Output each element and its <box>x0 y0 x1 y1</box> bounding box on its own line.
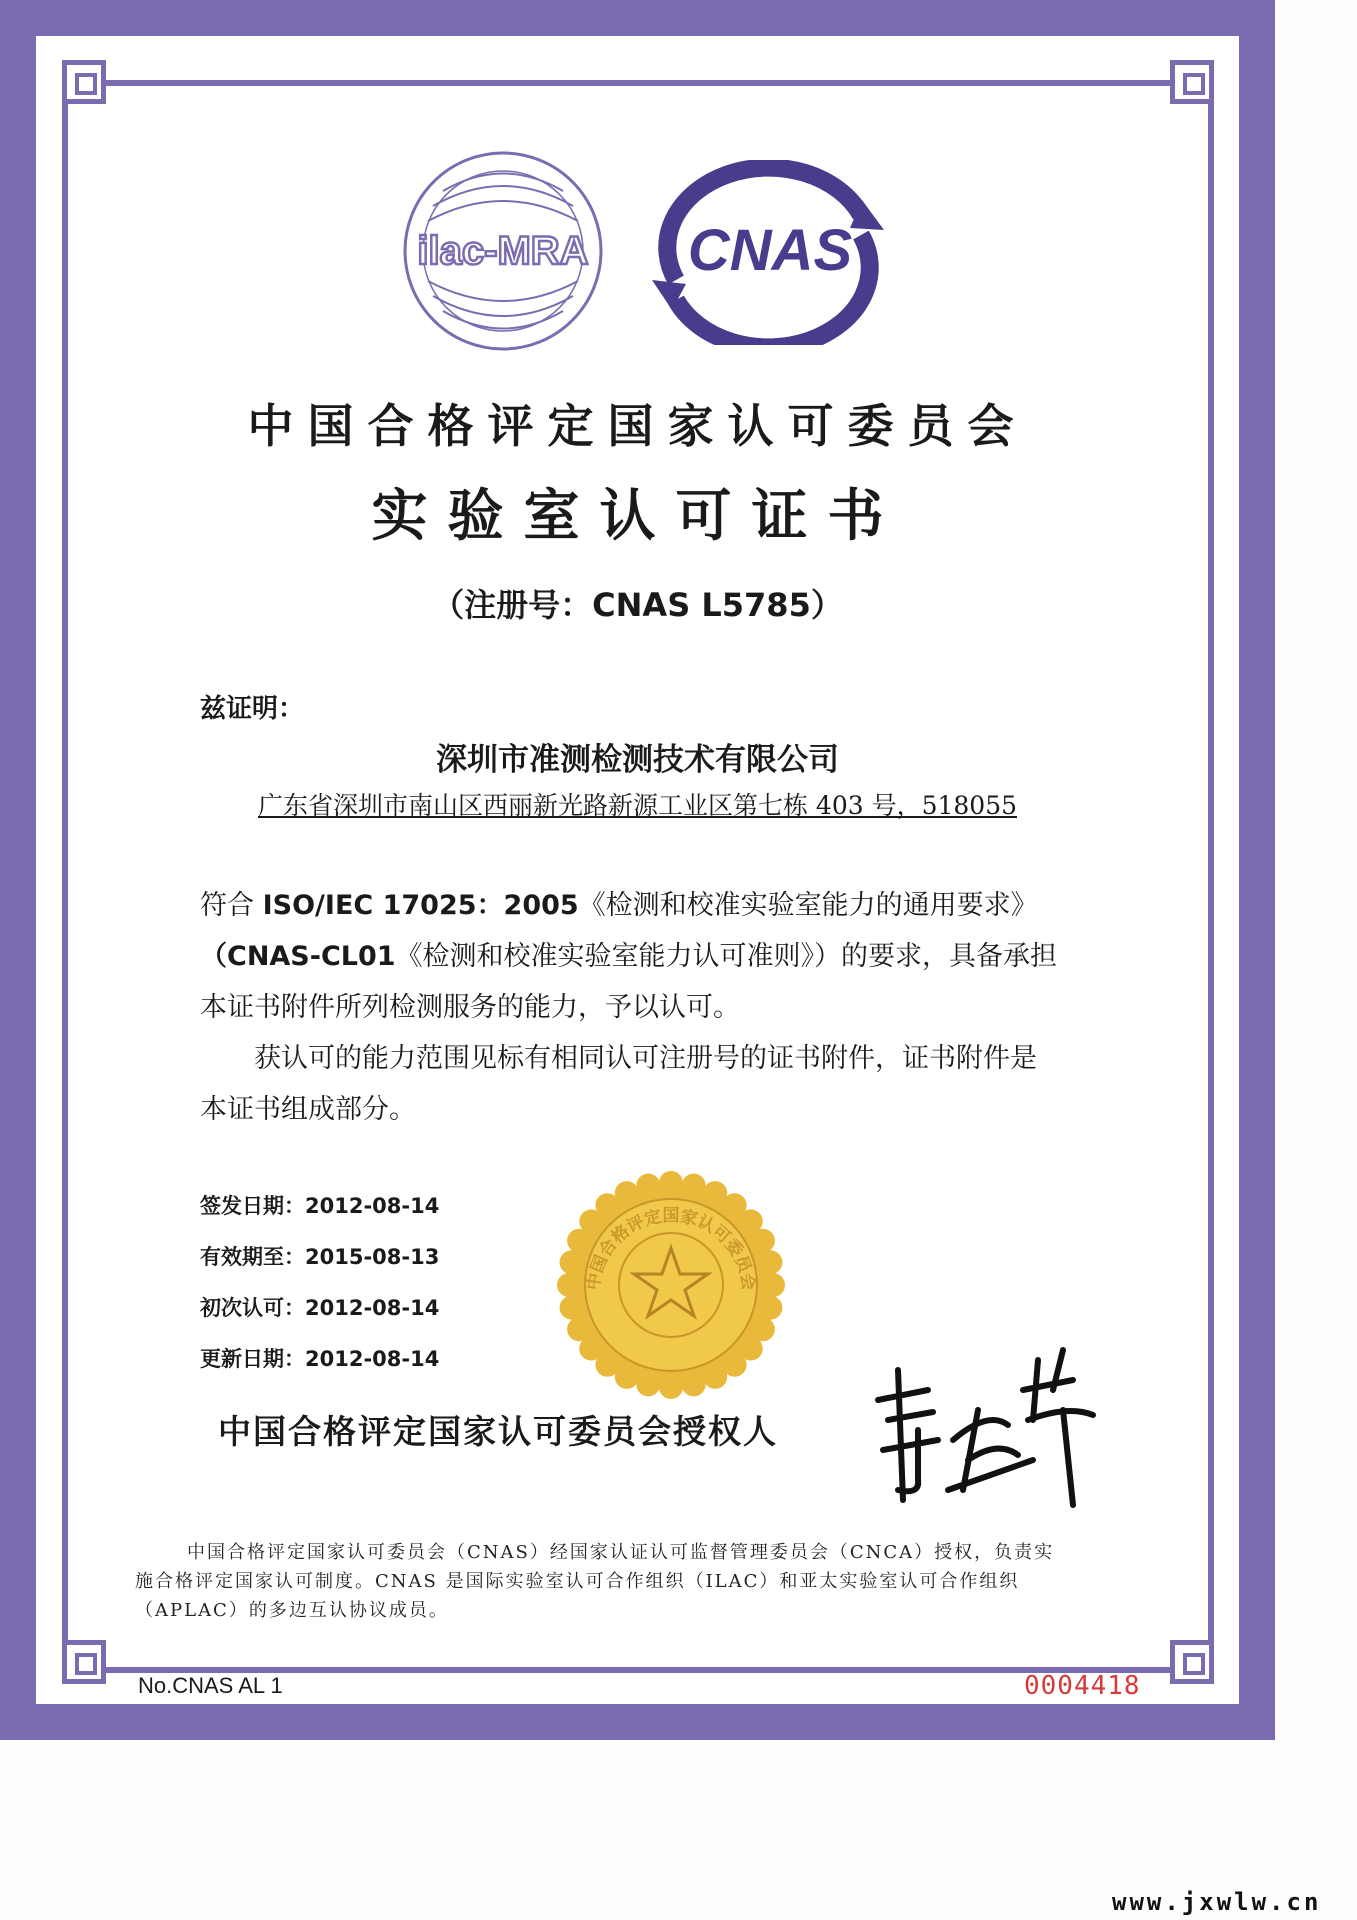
issue-date-row <box>200 1190 439 1241</box>
accreditation-footnote <box>135 1538 1145 1625</box>
date-label: 有效期至： <box>200 1244 305 1269</box>
seal-scallop <box>682 1174 706 1198</box>
website-watermark: www.jxwlw.cn <box>1112 1888 1322 1916</box>
date-label: 签发日期： <box>200 1193 305 1218</box>
footnote-line-1: 中国合格评定国家认可委员会（CNAS）经国家认证认可监督管理委员会（CNCA）授权，负责实 <box>187 1542 1055 1563</box>
seal-scallop <box>703 1365 727 1389</box>
seal-text: 中国合格评定国家认可委员会 <box>583 1206 759 1292</box>
cnas-logo-text: CNAS <box>687 218 853 283</box>
scope-line-2: 本证书组成部分。 <box>200 1094 416 1125</box>
corner-ornament-top-right <box>1170 60 1214 104</box>
criteria-title: 《检测和校准实验室能力认可准则》）的要求，具备承担 <box>395 941 1058 972</box>
seal-scallop <box>560 1250 584 1274</box>
seal-scallop <box>682 1372 706 1396</box>
cnas-logo-icon <box>636 160 896 345</box>
certificate-title: 实验室认可证书 <box>371 484 904 549</box>
seal-scallop <box>761 1273 785 1297</box>
body-line1-prefix: 符合 <box>200 890 263 921</box>
seal-scallop <box>751 1229 775 1253</box>
form-number: No.CNAS AL 1 <box>138 1673 283 1698</box>
seal-scallop <box>567 1317 591 1341</box>
company-name: 深圳市准测检测技术有限公司 <box>436 742 839 778</box>
seal-scallop <box>758 1250 782 1274</box>
seal-scallop <box>659 1375 683 1399</box>
authorized-signatory-label: 中国合格评定国家认可委员会授权人 <box>218 1412 778 1451</box>
corner-ornament-bottom-right <box>1170 1640 1214 1684</box>
body-line-3: 本证书附件所列检测服务的能力，予以认可。 <box>200 992 740 1023</box>
date-value: 2012-08-14 <box>305 1347 440 1371</box>
corner-ornament-bottom-left <box>62 1640 106 1684</box>
footnote-line-2: 施合格评定国家认可制度。CNAS 是国际实验室认可合作组织（ILAC）和亚太实验室认可合作组织 <box>135 1571 1020 1592</box>
date-label: 更新日期： <box>200 1346 305 1371</box>
seal-scallop <box>557 1273 581 1297</box>
scope-line-1: 获认可的能力范围见标有相同认可注册号的证书附件，证书附件是 <box>254 1043 1037 1074</box>
seal-scallop <box>636 1372 660 1396</box>
date-block <box>200 1190 439 1394</box>
expiry-date-row <box>200 1241 439 1292</box>
hereby-label: 兹证明： <box>200 694 305 724</box>
date-value: 2015-08-13 <box>305 1245 440 1269</box>
registration-number: （注册号：CNAS L5785） <box>432 586 843 624</box>
body-line-2 <box>200 931 1130 982</box>
seal-scallop <box>659 1171 683 1195</box>
ilac-mra-logo-icon <box>398 146 608 356</box>
date-value: 2012-08-14 <box>305 1194 440 1218</box>
renewal-date-row <box>200 1343 439 1394</box>
seal-scallop <box>560 1296 584 1320</box>
company-address <box>0 786 1275 822</box>
certificate-body <box>200 880 1130 1135</box>
corner-ornament-top-left <box>62 60 106 104</box>
criteria-code: （CNAS-CL01 <box>200 941 396 972</box>
initial-accreditation-row <box>200 1292 439 1343</box>
seal-scallop <box>758 1296 782 1320</box>
date-value: 2012-08-14 <box>305 1296 440 1320</box>
issuer-title: 中国合格评定国家认可委员会 <box>247 399 1028 453</box>
handwritten-signature-icon <box>858 1330 1108 1510</box>
standard-code: ISO/IEC 17025：2005 <box>262 890 579 921</box>
ilac-logo-text: ilac-MRA <box>417 229 589 273</box>
seal-scallop <box>636 1174 660 1198</box>
certificate-serial-number: 0004418 <box>1024 1671 1141 1701</box>
standard-title: 《检测和校准实验室能力的通用要求》 <box>578 890 1038 921</box>
address-text: 广东省深圳市南山区西丽新光路新源工业区第七栋 403 号，518055 <box>257 791 1018 820</box>
gold-seal-icon <box>556 1170 786 1400</box>
date-label: 初次认可： <box>200 1295 305 1320</box>
seal-scallop <box>615 1181 639 1205</box>
body-line-1 <box>200 880 1130 931</box>
footnote-line-3: （APLAC）的多边互认协议成员。 <box>135 1600 449 1621</box>
